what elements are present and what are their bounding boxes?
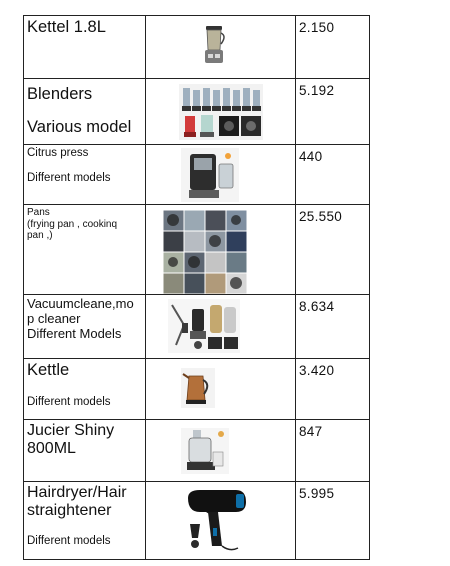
quantity-cell <box>296 79 370 145</box>
product-name-cell <box>24 205 146 295</box>
product-name: Vacuumcleane,mo <box>27 296 134 311</box>
product-subtitle: Different models <box>27 172 111 185</box>
quantity-value: 3.420 <box>299 363 335 378</box>
quantity-cell <box>296 295 370 359</box>
product-name-cell <box>24 295 146 359</box>
product-name: Citrus press <box>27 147 89 159</box>
product-subtitle: (frying pan , cookinq <box>27 218 118 230</box>
table-row <box>24 295 370 359</box>
kettle-icon <box>181 368 215 408</box>
vacuum-cleaners-icon <box>168 299 240 353</box>
product-name: Hairdryer/Hair <box>27 484 127 501</box>
product-name-cell <box>24 16 146 79</box>
quantity-value: 440 <box>299 149 323 164</box>
juicer-icon <box>181 428 229 474</box>
product-name-cell <box>24 482 146 560</box>
product-name-cell <box>24 359 146 420</box>
product-image-cell <box>146 359 296 420</box>
product-name-cell <box>24 145 146 205</box>
quantity-value: 847 <box>299 424 323 439</box>
quantity-cell <box>296 16 370 79</box>
product-name-cell <box>24 79 146 145</box>
table-row <box>24 16 370 79</box>
product-name-continued: p cleaner <box>27 310 81 326</box>
product-image-cell <box>146 79 296 145</box>
product-name: Pans <box>27 207 50 218</box>
product-image-cell <box>146 16 296 79</box>
product-name: Kettle <box>27 361 70 379</box>
product-image-cell <box>146 482 296 560</box>
hairdryer-icon <box>186 488 250 554</box>
quantity-value: 8.634 <box>299 299 335 314</box>
quantity-cell <box>296 420 370 482</box>
table-row <box>24 79 370 145</box>
quantity-cell <box>296 359 370 420</box>
table-row <box>24 482 370 560</box>
product-name-continued: straightener <box>27 502 112 520</box>
product-image-cell <box>146 205 296 295</box>
product-name: Kettel 1.8L <box>27 18 106 36</box>
product-image-cell <box>146 145 296 205</box>
table-row <box>24 359 370 420</box>
quantity-value: 5.995 <box>299 486 335 501</box>
pans-collage-icon <box>163 210 247 294</box>
quantity-cell <box>296 205 370 295</box>
quantity-value: 5.192 <box>299 83 335 98</box>
product-name-cell <box>24 420 146 482</box>
citrus-press-icon <box>181 148 239 202</box>
quantity-cell <box>296 482 370 560</box>
product-table <box>23 15 370 560</box>
product-name: Blenders <box>27 85 93 103</box>
kettle-blender-icon <box>202 24 228 66</box>
quantity-cell <box>296 145 370 205</box>
product-subtitle: Various model <box>27 117 132 136</box>
product-subtitle: Different Models <box>27 325 122 341</box>
quantity-value: 2.150 <box>299 20 335 35</box>
product-name: Jucier Shiny <box>27 422 115 439</box>
table-row <box>24 420 370 482</box>
table-row <box>24 205 370 295</box>
product-subtitle: Different models <box>27 395 111 408</box>
blenders-grid-icon <box>179 84 263 140</box>
product-subtitle: Different models <box>27 534 111 547</box>
product-image-cell <box>146 295 296 359</box>
quantity-value: 25.550 <box>299 209 343 224</box>
product-image-cell <box>146 420 296 482</box>
product-subtitle: 800ML <box>27 440 76 458</box>
product-subtitle: pan ,) <box>27 230 53 241</box>
table-row <box>24 145 370 205</box>
